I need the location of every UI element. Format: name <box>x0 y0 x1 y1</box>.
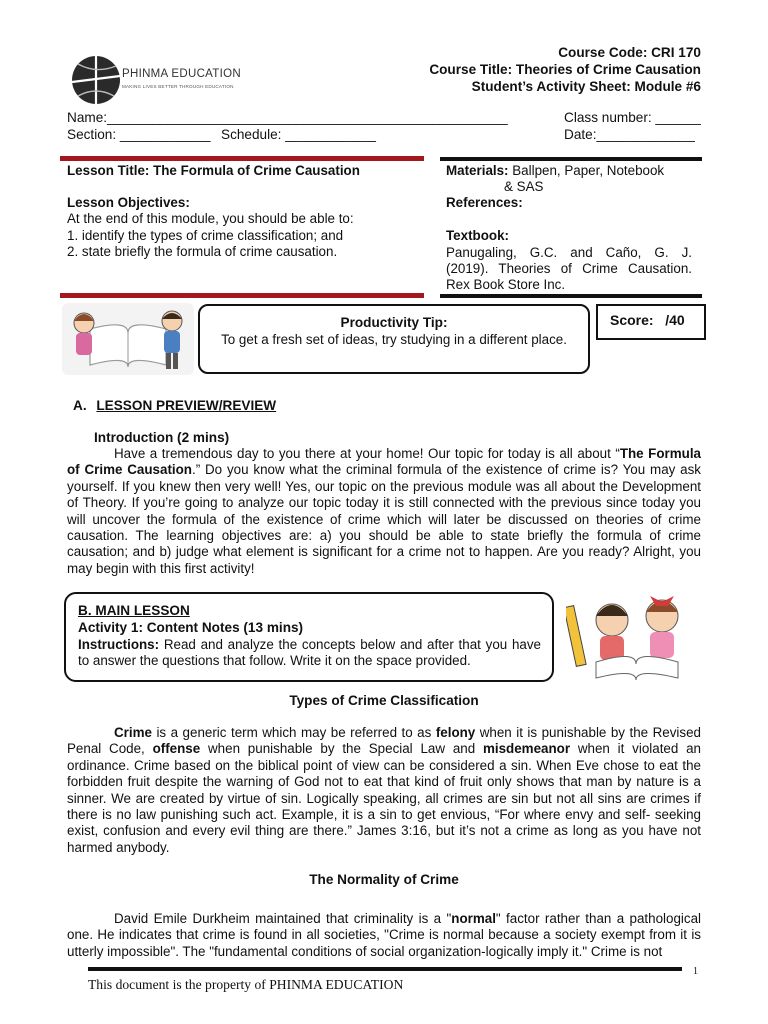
intro-paragraph <box>67 446 701 577</box>
name-field[interactable]: Name:_____________________________________________________ <box>67 110 508 125</box>
course-code: Course Code: CRI 170 <box>558 45 701 60</box>
score-box <box>596 304 706 340</box>
logo-tagline: MAKING LIVES BETTER THROUGH EDUCATION <box>122 84 234 89</box>
children-studying-icon <box>566 586 702 684</box>
main-lesson-heading: B. MAIN LESSON <box>78 603 190 618</box>
types-heading: Types of Crime Classification <box>289 693 479 708</box>
phinma-emblem-icon <box>70 52 122 108</box>
red-divider-top <box>60 156 424 161</box>
types-text-1: is a generic term which may be referred to as <box>151 725 436 740</box>
red-divider-bottom <box>60 293 424 298</box>
productivity-tip-box <box>198 304 590 374</box>
logo-name: PHINMA EDUCATION <box>122 68 241 80</box>
types-text-3: when punishable by the Special Law and <box>200 741 483 757</box>
black-divider-top <box>440 157 702 161</box>
footer-divider <box>88 967 682 971</box>
kids-reading-illustration <box>62 303 194 375</box>
types-text-2: when it is punishable by the Revised Penal Code, <box>67 725 701 757</box>
instructions <box>78 637 541 669</box>
objective-1: 1. identify the types of crime classification; and <box>67 228 344 243</box>
section-a-letter: A. <box>73 398 87 413</box>
class-number-field[interactable]: Class number: ______ <box>564 110 701 125</box>
children-book-icon <box>62 303 194 375</box>
term-offense: offense <box>152 741 201 757</box>
section-a-title: LESSON PREVIEW/REVIEW <box>96 398 277 413</box>
term-felony: felony <box>435 725 476 740</box>
term-crime: Crime <box>114 725 152 740</box>
references-heading: References: <box>446 195 523 210</box>
intro-topic-bold: The Formula of Crime Causation <box>67 446 701 478</box>
types-paragraph <box>67 725 701 856</box>
normality-text-2: " factor rather than a pathological one. He indicates that crime is found in all societies, "Crime is normal because a society exempt from it is utterly impossible". The "fundamental conditions of social organization-logically imply it." Crime is not <box>67 911 702 959</box>
kids-studying-illustration <box>566 586 702 684</box>
instructions-text: Read and analyze the concepts below and after that you have to answer the questions that follow. Write it on the space provided. <box>78 637 541 669</box>
tip-text: To get a fresh set of ideas, try studying in a different place. <box>221 332 567 347</box>
main-lesson-box <box>64 592 554 682</box>
materials-label: Materials: <box>446 163 509 178</box>
term-misdemeanor: misdemeanor <box>482 741 571 757</box>
textbook-line-3: Rex Book Store Inc. <box>446 277 566 292</box>
page-number: 1 <box>693 966 698 977</box>
intro-text-1: Have a tremendous day to you there at your home! Our topic for today is all about “ <box>114 446 620 461</box>
textbook-line-1: Panugaling, G.C. and Caño, G. J. <box>446 245 692 260</box>
term-normal: normal <box>451 911 496 926</box>
objectives-heading: Lesson Objectives: <box>67 195 190 210</box>
materials-line-2: & SAS <box>504 179 544 194</box>
intro-text-2: .” Do you know what the criminal formula of the existence of crime is? You may ask yourself. If you knew then very well! Yes, our topic on the previous module was all about the Development of Theory. If you’re going to analyze our topic today it is still connected with the previous since today you will uncover the formula of the existence of crime which will later be discussed on theories of crime causation. The learning objectives are: a) you should be able to state briefly the formula of crime causation; and b) judge what element is significant for a crime not to happen. Are you ready? Alright, you may begin with this first activity! <box>67 462 702 576</box>
materials-line-1: Ballpen, Paper, Notebook <box>508 163 665 178</box>
normality-text-1: David Emile Durkheim maintained that criminality is a " <box>114 911 452 926</box>
sheet-title: Student’s Activity Sheet: Module #6 <box>471 79 701 94</box>
materials <box>446 163 664 179</box>
activity-heading: Activity 1: Content Notes (13 mins) <box>78 620 304 635</box>
black-divider-bottom <box>440 294 702 298</box>
section-a-heading <box>73 398 276 413</box>
lesson-title: Lesson Title: The Formula of Crime Causation <box>67 163 360 178</box>
phinma-logo <box>70 52 240 108</box>
normality-paragraph <box>67 911 701 960</box>
schedule-field[interactable]: Schedule: ____________ <box>221 127 376 142</box>
course-title: Course Title: Theories of Crime Causation <box>429 62 701 77</box>
tip-heading: Productivity Tip: <box>340 315 448 330</box>
textbook-heading: Textbook: <box>446 228 509 243</box>
intro-heading: Introduction (2 mins) <box>94 430 230 445</box>
instructions-label: Instructions: <box>78 637 160 652</box>
section-field[interactable]: Section: ____________ <box>67 127 211 142</box>
objective-2: 2. state briefly the formula of crime causation. <box>67 244 338 259</box>
objectives-intro: At the end of this module, you should be able to: <box>67 211 354 226</box>
textbook-line-2: (2019). Theories of Crime Causation. <box>446 261 692 276</box>
footer-property-notice: This document is the property of PHINMA EDUCATION <box>88 977 404 992</box>
date-field[interactable]: Date:_____________ <box>564 127 695 142</box>
types-text-4: when it violated an ordinance. Crime based on the biblical point of view can be considered a sin. When Eve chose to eat the forbidden fruit despite the warning of God not to eat that kind of fruit only shows that man by nature is a sinner. We are created by virtue of sin. Logically speaking, all crimes are sin but not all sins are crimes if there is no law punishing such act. Example, it is a sin to get envious, “For where envy and self- seeking exist, confusion and every evil thing are there.” James 3:16, but it’s not a crime as long as you have not harmed anybody. <box>67 741 701 855</box>
normality-heading: The Normality of Crime <box>309 872 459 887</box>
score-label: Score: /40 <box>610 312 685 328</box>
